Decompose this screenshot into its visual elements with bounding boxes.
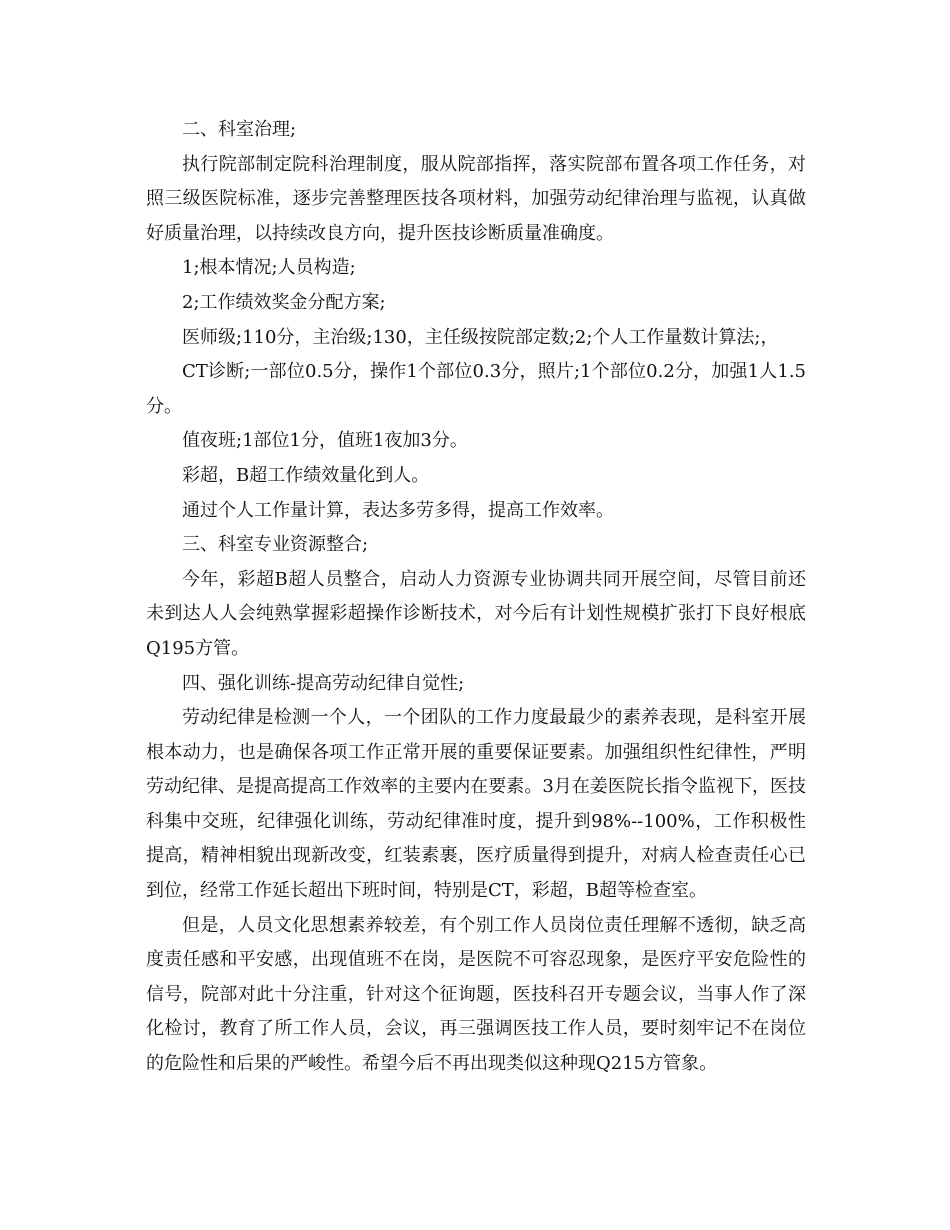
list-item-basic-situation: 1;根本情况;人员构造;	[182, 257, 356, 279]
paragraph-physician-scores: 医师级;110分，主治级;130，主任级按院部定数;2;个人工作量数计算法;，	[182, 326, 779, 348]
paragraph-labor-discipline: 劳动纪律是检测一个人，一个团队的工作力度最最少的素养表现，是科室开展根本动力，也是确保各项工作正常开展的重要保证要素。加强组织性纪律性，严明劳动纪律、是提高提高工作效率的主要内在要素。3月在姜医院长指令监视下，医技科集中交班，纪律强化训练，劳动纪律准时度，提升到98%--100%，工作积极性提高，精神相貌出现新改变，红装素裹，医疗质量得到提升，对病人检查责任心已到位，经常工作延长超出下班时间，特别是CT，彩超，B超等检查室。	[146, 707, 806, 902]
list-item-bonus-plan: 2;工作绩效奖金分配方案;	[182, 291, 386, 313]
paragraph-management-duties: 执行院部制定院科治理制度，服从院部指挥，落实院部布置各项工作任务，对照三级医院标准，逐步完善整理医技各项材料，加强劳动纪律治理与监视，认真做好质量治理，以持续改良方向，提升医技诊断质量准确度。	[146, 153, 806, 244]
document-body	[146, 113, 806, 1082]
paragraph-ultrasound: 彩超，B超工作绩效量化到人。	[182, 464, 430, 486]
paragraph-night-shift: 值夜班;1部位1分，值班1夜加3分。	[182, 430, 468, 452]
paragraph-shortcomings: 但是，人员文化思想素养较差，有个别工作人员岗位责任理解不透彻，缺乏高度责任感和平安感，出现值班不在岗，是医院不可容忍现象，是医疗平安危险性的信号，院部对此十分注重，针对这个征询题，医技科召开专题会议，当事人作了深化检讨，教育了所工作人员，会议，再三强调医技工作人员，要时刻牢记不在岗位的危险性和后果的严峻性。希望今后不再出现类似这种现Q215方管象。	[146, 914, 806, 1075]
paragraph-resource-integration: 今年，彩超B超人员整合，启动人力资源专业协调共同开展空间，尽管目前还未到达人人会纯熟掌握彩超操作诊断技术，对今后有计划性规模扩张打下良好根底Q195方管。	[146, 568, 806, 659]
section-heading-department-management: 二、科室治理;	[182, 119, 297, 140]
paragraph-ct-scores: CT诊断;一部位0.5分，操作1个部位0.3分，照片;1个部位0.2分，加强1人1.5分。	[146, 361, 806, 417]
section-heading-resource-integration: 三、科室专业资源整合;	[182, 534, 369, 556]
section-heading-discipline-training: 四、强化训练-提高劳动纪律自觉性;	[182, 672, 465, 694]
paragraph-workload: 通过个人工作量计算，表达多劳多得，提高工作效率。	[182, 499, 614, 521]
